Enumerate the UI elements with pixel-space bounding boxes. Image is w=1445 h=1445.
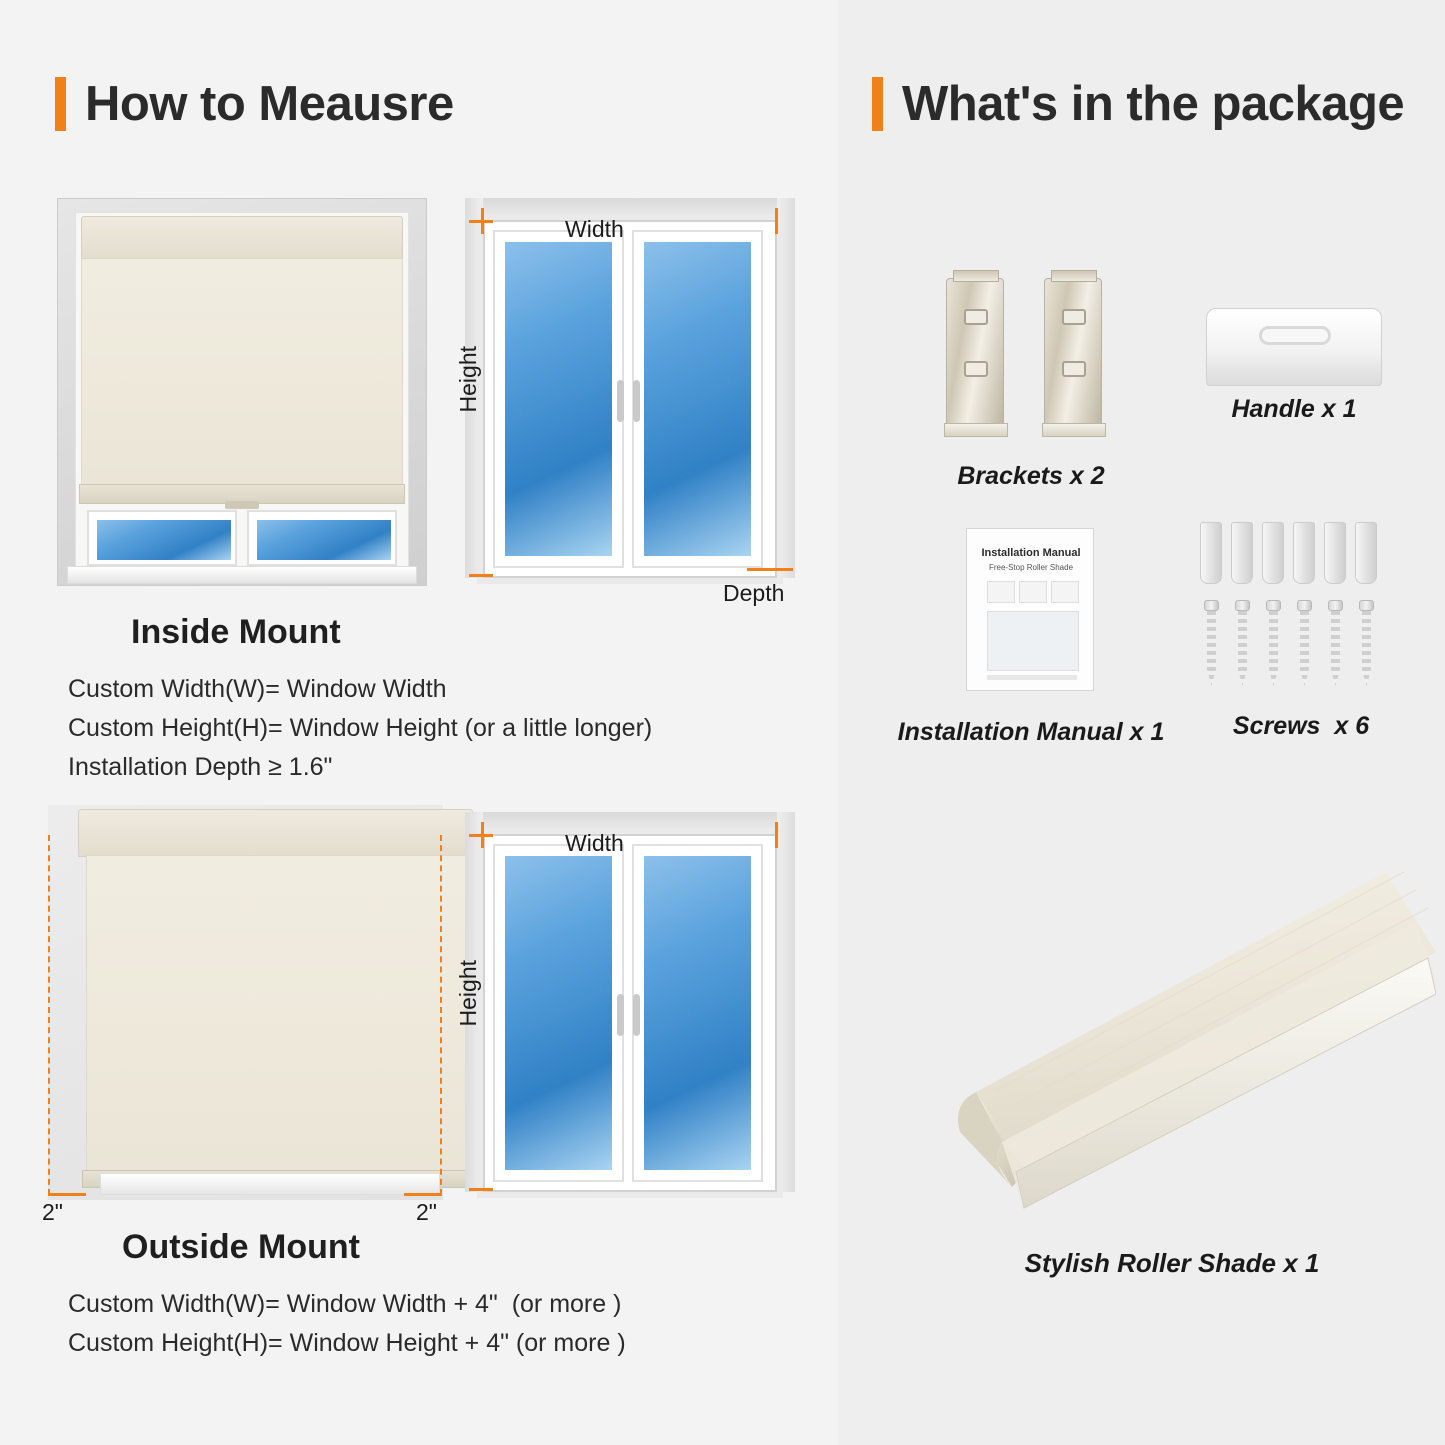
- wall-anchor-2: [1231, 522, 1253, 584]
- screw-6-shaft: [1362, 611, 1371, 686]
- manual-footer-rule: [987, 675, 1077, 680]
- bracket-left: [946, 278, 1004, 428]
- screw-3-shaft: [1269, 611, 1278, 686]
- overhang-mark-left: [48, 1193, 86, 1196]
- outside-window-handle-left: [617, 994, 624, 1036]
- bracket-left-slot-upper: [964, 309, 988, 325]
- screw-1-head: [1204, 600, 1219, 611]
- handle-grip: [1259, 326, 1331, 345]
- overhang-guide-left: [48, 835, 50, 1195]
- outside-mount-window-illustration: [455, 812, 805, 1212]
- outside-spec-line-1: Custom Width(W)= Window Width + 4" (or more ): [68, 1290, 622, 1318]
- outside-shade-cassette: [78, 809, 473, 857]
- how-to-measure-title-text: How to Meausre: [85, 77, 454, 131]
- outside-window-glass-right: [644, 856, 751, 1170]
- outside-mount-shade-illustration: [38, 805, 448, 1225]
- manual-diagram: [987, 611, 1079, 671]
- screw-4: [1297, 600, 1312, 686]
- bracket-right: [1044, 278, 1102, 428]
- outside-width-label: Width: [565, 830, 624, 856]
- outside-mount-specs: [68, 1285, 626, 1363]
- bracket-right-tip: [1051, 270, 1097, 282]
- outside-window-handle-right: [633, 994, 640, 1036]
- screw-6: [1359, 600, 1374, 686]
- roller-shade-illustration: [916, 842, 1436, 1232]
- bracket-right-slot-lower: [1062, 361, 1086, 377]
- window-sash-right: [632, 230, 763, 568]
- window-sash-left: [493, 230, 624, 568]
- outside-height-mark-top: [469, 834, 493, 837]
- manual-thumb-2: [1019, 581, 1047, 603]
- height-mark-bottom: [469, 574, 493, 577]
- screw-1: [1204, 600, 1219, 686]
- height-mark-top: [469, 220, 493, 223]
- depth-label: Depth: [723, 580, 785, 606]
- screw-3-head: [1266, 600, 1281, 611]
- lower-window-sash-right: [247, 510, 397, 566]
- inside-mount-specs: [68, 670, 652, 786]
- manual-cover-title: Installation Manual: [981, 547, 1081, 559]
- installation-manual-illustration: [966, 528, 1094, 691]
- outside-wall-right-band: [777, 812, 795, 1192]
- bracket-right-slot-upper: [1062, 309, 1086, 325]
- handle-label: Handle x 1: [1231, 395, 1357, 423]
- wall-top-band: [465, 198, 795, 220]
- wall-anchor-4: [1293, 522, 1315, 584]
- outside-shade-fabric: [86, 855, 466, 1173]
- manual-thumb-3: [1051, 581, 1079, 603]
- screw-2-head: [1235, 600, 1250, 611]
- lower-window-glass-right: [257, 520, 391, 560]
- height-label: Height: [455, 346, 481, 413]
- bracket-left-tip: [953, 270, 999, 282]
- how-to-measure-title: [55, 76, 454, 132]
- overhang-label-left: 2": [42, 1199, 63, 1225]
- inside-mount-window-illustration: [455, 198, 805, 606]
- window-sill: [67, 566, 417, 584]
- roller-shade-svg: [916, 842, 1436, 1232]
- screw-2: [1235, 600, 1250, 686]
- package-title-text: What's in the package: [902, 77, 1405, 131]
- outside-window-frame: [483, 834, 777, 1192]
- wall-anchor-3: [1262, 522, 1284, 584]
- inside-spec-line-3: Installation Depth ≥ 1.6": [68, 752, 333, 781]
- manual-thumb-1: [987, 581, 1015, 603]
- outside-width-mark-right: [775, 822, 778, 848]
- width-label: Width: [565, 216, 624, 242]
- outside-window-sill: [100, 1173, 440, 1195]
- wall-anchor-1: [1200, 522, 1222, 584]
- brackets-label: Brackets x 2: [957, 462, 1105, 490]
- outside-window-glass-left: [505, 856, 612, 1170]
- screw-2-shaft: [1238, 611, 1247, 686]
- bracket-left-foot: [944, 423, 1008, 437]
- lower-window-sash-left: [87, 510, 237, 566]
- screws-illustration: [1200, 522, 1382, 692]
- outside-height-label: Height: [455, 960, 481, 1027]
- outside-wall-top-band: [465, 812, 795, 834]
- bracket-left-slot-lower: [964, 361, 988, 377]
- package-title-accent-bar: [872, 77, 883, 131]
- screw-3: [1266, 600, 1281, 686]
- wall-anchor-6: [1355, 522, 1377, 584]
- overhang-mark-right: [404, 1193, 442, 1196]
- outside-mount-heading: Outside Mount: [122, 1228, 360, 1266]
- inside-mount-recess-illustration: [57, 198, 427, 586]
- shade-cassette: [81, 216, 403, 260]
- screw-4-shaft: [1300, 611, 1309, 686]
- installation-manual-label: Installation Manual x 1: [897, 718, 1165, 746]
- inside-spec-line-2: Custom Height(H)= Window Height (or a little longer): [68, 713, 653, 742]
- brackets-illustration: [938, 278, 1128, 438]
- lower-window-glass-left: [97, 520, 231, 560]
- title-accent-bar: [55, 77, 66, 131]
- shade-pull-tab: [225, 501, 259, 509]
- shade-fabric: [81, 258, 403, 486]
- handle-illustration: [1206, 308, 1382, 386]
- screw-1-shaft: [1207, 611, 1216, 686]
- manual-cover-subtitle: Free-Stop Roller Shade: [988, 563, 1074, 572]
- outside-spec-line-2: Custom Height(H)= Window Height + 4" (or more ): [68, 1328, 626, 1357]
- screw-5: [1328, 600, 1343, 686]
- window-glass-right: [644, 242, 751, 556]
- roller-shade-label: Stylish Roller Shade x 1: [1024, 1248, 1320, 1278]
- screws-label: Screws x 6: [1232, 712, 1370, 740]
- screw-5-head: [1328, 600, 1343, 611]
- wall-anchor-5: [1324, 522, 1346, 584]
- window-handle-right: [633, 380, 640, 422]
- screw-6-head: [1359, 600, 1374, 611]
- window-glass-left: [505, 242, 612, 556]
- screw-5-shaft: [1331, 611, 1340, 686]
- outside-window-sash-right: [632, 844, 763, 1182]
- package-title: [872, 76, 1404, 132]
- bracket-right-foot: [1042, 423, 1106, 437]
- overhang-guide-right: [440, 835, 442, 1195]
- inside-spec-line-1: Custom Width(W)= Window Width: [68, 675, 447, 703]
- wall-right-band: [777, 198, 795, 578]
- window-frame: [483, 220, 777, 578]
- inside-mount-heading: Inside Mount: [131, 613, 341, 651]
- depth-mark: [747, 568, 793, 571]
- screw-4-head: [1297, 600, 1312, 611]
- width-mark-right: [775, 208, 778, 234]
- package-contents-panel: [838, 0, 1445, 1445]
- window-handle-left: [617, 380, 624, 422]
- outside-height-mark-bottom: [469, 1188, 493, 1191]
- outside-window-sash-left: [493, 844, 624, 1182]
- overhang-label-right: 2": [416, 1199, 437, 1225]
